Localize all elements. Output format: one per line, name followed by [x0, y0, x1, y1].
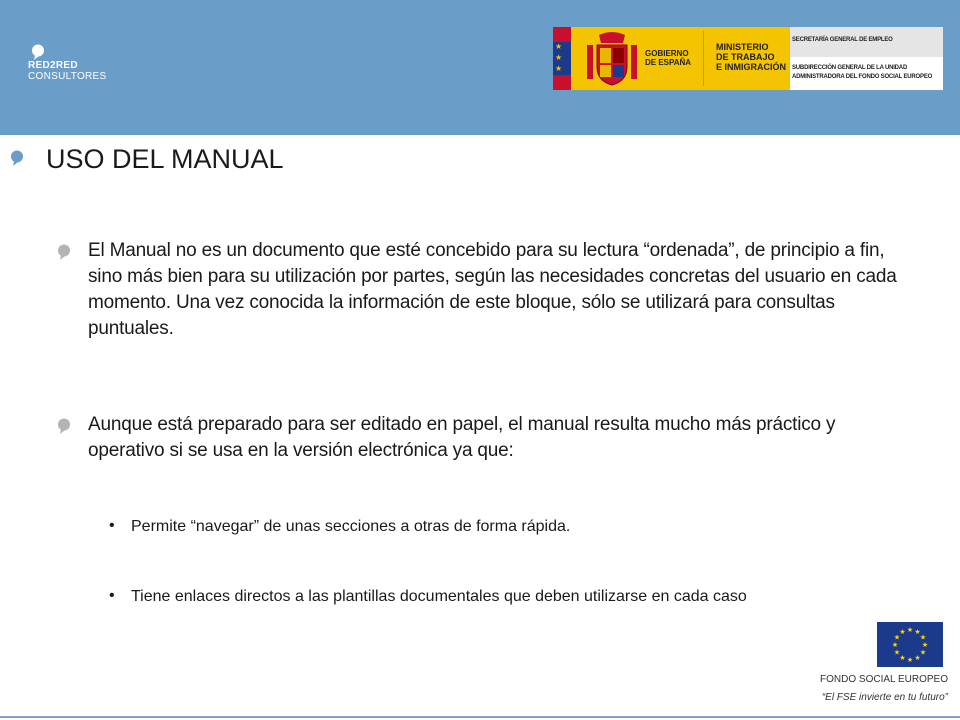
svg-text:★: ★: [919, 648, 927, 657]
svg-text:★: ★: [914, 628, 921, 636]
eu-stars-icon: [877, 622, 943, 667]
secretaria-text: SECRETARÍA GENERAL DE EMPLEO: [792, 37, 893, 43]
red2red-logo: [28, 44, 138, 84]
svg-text:★: ★: [906, 656, 914, 664]
department-block: [790, 27, 943, 90]
svg-text:★: ★: [891, 641, 899, 649]
coat-of-arms-icon: [583, 31, 641, 87]
paragraph-1: El Manual no es un documento que esté concebido para su lectura “ordenada”, de principio a fin, sino más bien para su utilización por partes, según las necesidades concretas del usuario en cada momento. Una vez conocida la información de este bloque, sólo se utilizará para consultas puntuales.: [88, 240, 897, 339]
paragraph-2: Aunque está preparado para ser editado en papel, el manual resulta mucho más práctico y operativo si se usa en la versión electrónica ya que:: [88, 414, 836, 461]
bullet-item-2: Tiene enlaces directos a las plantillas documentales que deben utilizarse en cada caso: [131, 588, 747, 605]
spain-eu-flag: [553, 27, 571, 90]
ministry-block: [571, 27, 790, 90]
bullet-item-1: Permite “navegar” de unas secciones a otras de forma rápida.: [131, 518, 571, 535]
svg-text:★: ★: [919, 633, 927, 642]
logo-line2: CONSULTORES: [28, 71, 107, 82]
paragraph-bullet-icon: [57, 418, 71, 434]
bullet-dot: •: [109, 517, 115, 534]
svg-text:★: ★: [899, 654, 906, 662]
svg-text:★: ★: [893, 633, 901, 642]
fund-motto: “El FSE invierte en tu futuro”: [821, 692, 948, 703]
title-bullet-icon: [10, 150, 24, 166]
speech-bubble-icon: [31, 44, 45, 60]
divider: [703, 31, 704, 86]
svg-text:★: ★: [921, 641, 929, 649]
ministerio-text: MINISTERIO DE TRABAJO E INMIGRACIÓN: [716, 42, 787, 72]
eu-flag: [877, 622, 943, 667]
bottom-rule: [0, 716, 960, 718]
slide-title: USO DEL MANUAL: [46, 144, 284, 174]
svg-text:★: ★: [899, 628, 906, 636]
secretaria-box: [790, 27, 943, 57]
fund-name: FONDO SOCIAL EUROPEO: [820, 674, 948, 685]
subdireccion-text: SUBDIRECCIÓN GENERAL DE LA UNIDAD ADMINISTRADORA DEL FONDO SOCIAL EUROPEO: [792, 65, 933, 80]
svg-text:★: ★: [914, 654, 921, 662]
gobierno-text: GOBIERNO DE ESPAÑA: [645, 49, 692, 67]
government-logo-banner: [553, 27, 943, 90]
svg-text:★: ★: [893, 648, 901, 657]
bullet-dot: •: [109, 587, 115, 604]
paragraph-bullet-icon: [57, 244, 71, 260]
stars-icon: ★ ★ ★: [555, 42, 563, 73]
header-band: [0, 0, 960, 135]
svg-text:★: ★: [906, 626, 914, 634]
logo-line1: RED2RED: [28, 60, 78, 71]
